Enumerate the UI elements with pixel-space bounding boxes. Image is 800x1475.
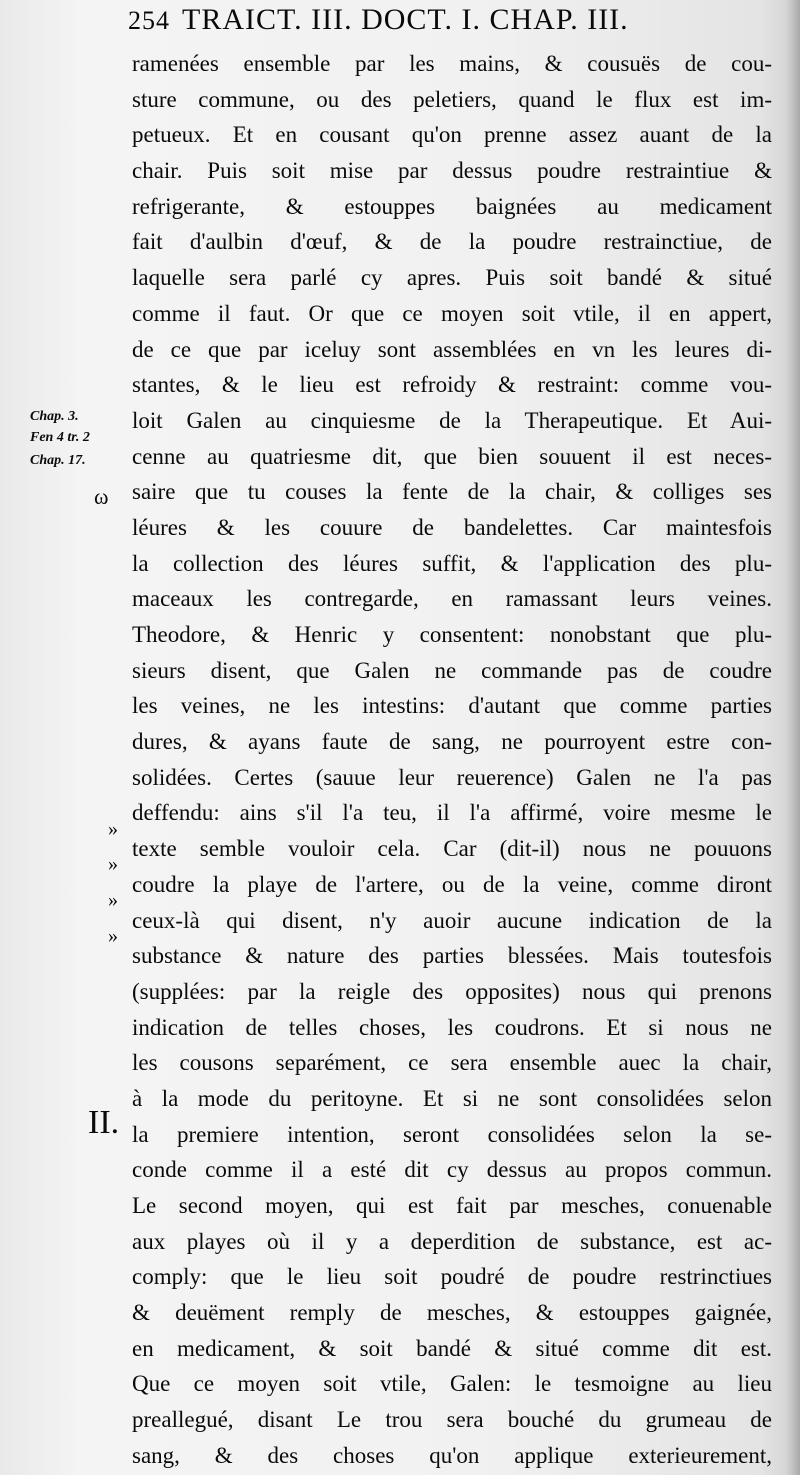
text-line: saire que tu couses la fente de la chair, & colliges ses <box>132 479 772 505</box>
page-edge-shadow <box>786 0 800 1475</box>
text-line: comply: que le lieu soit poudré de poudre restrinctiues <box>132 1264 772 1290</box>
text-line: de ce que par iceluy sont assemblées en vn les leures di- <box>132 336 772 362</box>
quote-mark: » <box>108 853 118 875</box>
text-line: refrigerante, & estouppes baignées au medicament <box>132 193 772 219</box>
page-number: 254 <box>128 6 170 35</box>
text-line: ceux-là qui disent, n'y auoir aucune indication de la <box>132 907 772 933</box>
text-line: sture commune, ou des peletiers, quand le flux est im- <box>132 86 772 112</box>
text-line: stantes, & le lieu est refroidy & restraint: comme vou- <box>132 372 772 398</box>
text-line: indication de telles choses, les coudrons. Et si nous ne <box>132 1014 772 1040</box>
text-line: les veines, ne les intestins: d'autant que comme parties <box>132 693 772 719</box>
text-line: substance & nature des parties blessées. Mais toutesfois <box>132 943 772 969</box>
text-line: Le second moyen, qui est fait par mesches, conuenable <box>132 1193 772 1218</box>
margin-note-chap-17: Chap. 17. <box>30 453 86 468</box>
quote-mark: » <box>108 818 118 840</box>
text-line: les cousons separément, ce sera ensemble auec la chair, <box>132 1050 772 1076</box>
text-line: Theodore, & Henric y consentent: nonobstant que plu- <box>132 622 772 647</box>
text-line: la collection des léures suffit, & l'application des plu- <box>132 550 772 576</box>
text-line: léures & les couure de bandelettes. Car maintesfois <box>132 514 772 540</box>
text-line: ramenées ensemble par les mains, & cousuës de cou- <box>132 51 772 76</box>
margin-note-fen: Fen 4 tr. 2 <box>30 430 90 445</box>
text-line: Que ce moyen soit vtile, Galen: le tesmoigne au lieu <box>132 1371 772 1397</box>
text-line: fait d'aulbin d'œuf, & de la poudre restrainctiue, de <box>132 229 772 255</box>
quote-mark: » <box>108 889 118 911</box>
text-line: aux playes où il y a deperdition de substance, est ac- <box>132 1228 772 1254</box>
text-line: cenne au quatriesme dit, que bien souuent il est neces- <box>132 443 772 469</box>
text-line: coudre la playe de l'artere, ou de la veine, comme diront <box>132 871 772 897</box>
text-line: comme il faut. Or que ce moyen soit vtile, il en appert, <box>132 300 772 326</box>
text-line: sieurs disent, que Galen ne commande pas de coudre <box>132 657 772 683</box>
text-line: en medicament, & soit bandé & situé comme dit est. <box>132 1335 772 1361</box>
text-line: petueux. Et en cousant qu'on prenne assez auant de la <box>132 122 772 148</box>
margin-note-chap-3: Chap. 3. <box>30 409 79 424</box>
text-line: loit Galen au cinquiesme de la Therapeutique. Et Aui- <box>132 407 772 433</box>
text-line: la premiere intention, seront consolidées selon la se- <box>132 1121 772 1147</box>
text-line: conde comme il a esté dit cy dessus au propos commun. <box>132 1157 772 1183</box>
quote-mark: » <box>108 925 118 947</box>
section-numeral: II. <box>88 1104 120 1141</box>
text-line: dures, & ayans faute de sang, ne pourroyent estre con- <box>132 729 772 755</box>
text-line: solidées. Certes (sauue leur reuerence) Galen ne l'a pas <box>132 764 772 790</box>
text-line: (supplées: par la reigle des opposites) nous qui prenons <box>132 978 772 1004</box>
text-line: preallegué, disant Le trou sera bouché du grumeau de <box>132 1407 772 1433</box>
paragraph-mark-icon: ω <box>94 484 109 509</box>
text-line: deffendu: ains s'il l'a teu, il l'a affirmé, voire mesme le <box>132 800 772 826</box>
running-head-title: TRAICT. III. DOCT. I. CHAP. III. <box>182 3 629 36</box>
body-text <box>132 46 772 1474</box>
text-line: à la mode du peritoyne. Et si ne sont consolidées selon <box>132 1085 772 1111</box>
text-line: maceaux les contregarde, en ramassant leurs veines. <box>132 586 772 612</box>
text-line: laquelle sera parlé cy apres. Puis soit bandé & situé <box>132 265 772 291</box>
running-head <box>128 0 768 46</box>
text-line: chair. Puis soit mise par dessus poudre restraintiue & <box>132 158 772 184</box>
text-line: & deuëment remply de mesches, & estouppes gaignée, <box>132 1300 772 1326</box>
text-line: texte semble vouloir cela. Car (dit-il) nous ne pouuons <box>132 836 772 862</box>
text-line: sang, & des choses qu'on applique exterieurement, <box>132 1442 772 1468</box>
